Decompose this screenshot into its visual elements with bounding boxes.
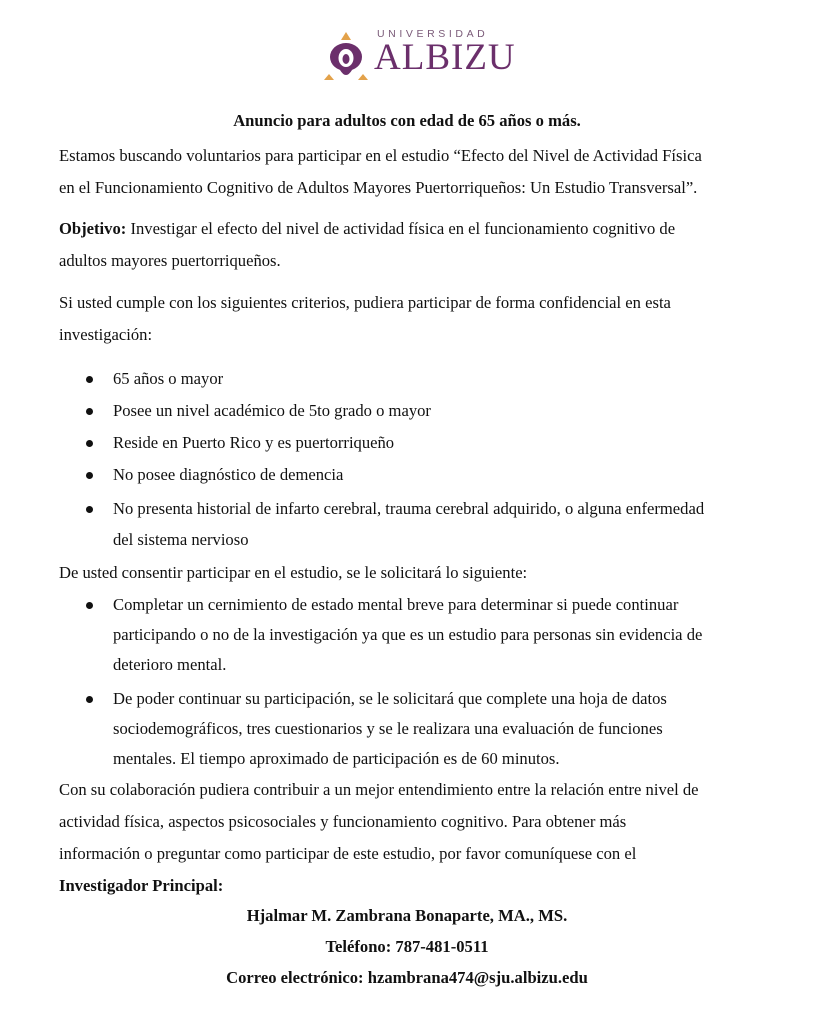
contact-email: Correo electrónico: hzambrana474@sju.albizu.edu <box>226 968 588 987</box>
step-item-continued: mentales. El tiempo aproximado de participación es de 60 minutos. <box>113 749 560 768</box>
intro-line-2: en el Funcionamiento Cognitivo de Adultos Mayores Puertorriqueños: Un Estudio Transversal”. <box>59 178 698 197</box>
objective-label: Objetivo: <box>59 219 127 238</box>
investigator-name: Hjalmar M. Zambrana Bonaparte, MA., MS. <box>246 906 568 925</box>
closing-line-3: información o preguntar como participar de este estudio, por favor comuníquese con el <box>59 844 637 863</box>
bullet-icon <box>86 408 93 415</box>
criteria-item: Reside en Puerto Rico y es puertorriqueño <box>113 433 395 452</box>
step-item-continued: sociodemográficos, tres cuestionarios y se le realizara una evaluación de funciones <box>113 719 663 738</box>
criteria-item-continued: del sistema nervioso <box>113 530 249 549</box>
criteria-intro-line-1: Si usted cumple con los siguientes criterios, pudiera participar de forma confidencial en esta <box>59 293 671 312</box>
step-item-continued: participando o no de la investigación ya que es un estudio para personas sin evidencia de <box>113 625 703 644</box>
page-title: Anuncio para adultos con edad de 65 años o más. <box>233 111 581 130</box>
objective-text: Investigar el efecto del nivel de actividad física en el funcionamiento cognitivo de <box>126 219 676 238</box>
closing-line-2: actividad física, aspectos psicosociales y funcionamiento cognitivo. Para obtener más <box>59 812 627 831</box>
bullet-icon <box>86 696 93 703</box>
criteria-intro-line-2: investigación: <box>59 325 153 344</box>
bullet-icon <box>86 472 93 479</box>
bullet-icon <box>86 602 93 609</box>
objective-line-1 <box>59 219 675 239</box>
step-item: De poder continuar su participación, se le solicitará que complete una hoja de datos <box>113 689 667 708</box>
contact-phone: Teléfono: 787-481-0511 <box>325 937 489 956</box>
bullet-icon <box>86 376 93 383</box>
logo-name-text: ALBIZU <box>374 37 516 78</box>
albizu-emblem-icon <box>323 30 369 80</box>
logo-university-text: UNIVERSIDAD <box>377 28 489 40</box>
intro-line-1: Estamos buscando voluntarios para participar en el estudio “Efecto del Nivel de Actividad Física <box>59 146 702 165</box>
bullet-icon <box>86 506 93 513</box>
criteria-item: No posee diagnóstico de demencia <box>113 465 344 484</box>
criteria-item: 65 años o mayor <box>113 369 224 388</box>
objective-line-2: adultos mayores puertorriqueños. <box>59 251 281 270</box>
step-item: Completar un cernimiento de estado mental breve para determinar si puede continuar <box>113 595 679 614</box>
bullet-icon <box>86 440 93 447</box>
university-logo <box>323 26 516 82</box>
consent-intro: De usted consentir participar en el estudio, se le solicitará lo siguiente: <box>59 563 528 582</box>
investigator-label: Investigador Principal: <box>59 876 224 895</box>
criteria-item: No presenta historial de infarto cerebral, trauma cerebral adquirido, o alguna enfermedad <box>113 499 705 518</box>
criteria-item: Posee un nivel académico de 5to grado o mayor <box>113 401 431 420</box>
closing-line-1: Con su colaboración pudiera contribuir a un mejor entendimiento entre la relación entre nivel de <box>59 780 699 799</box>
step-item-continued: deterioro mental. <box>113 655 227 674</box>
